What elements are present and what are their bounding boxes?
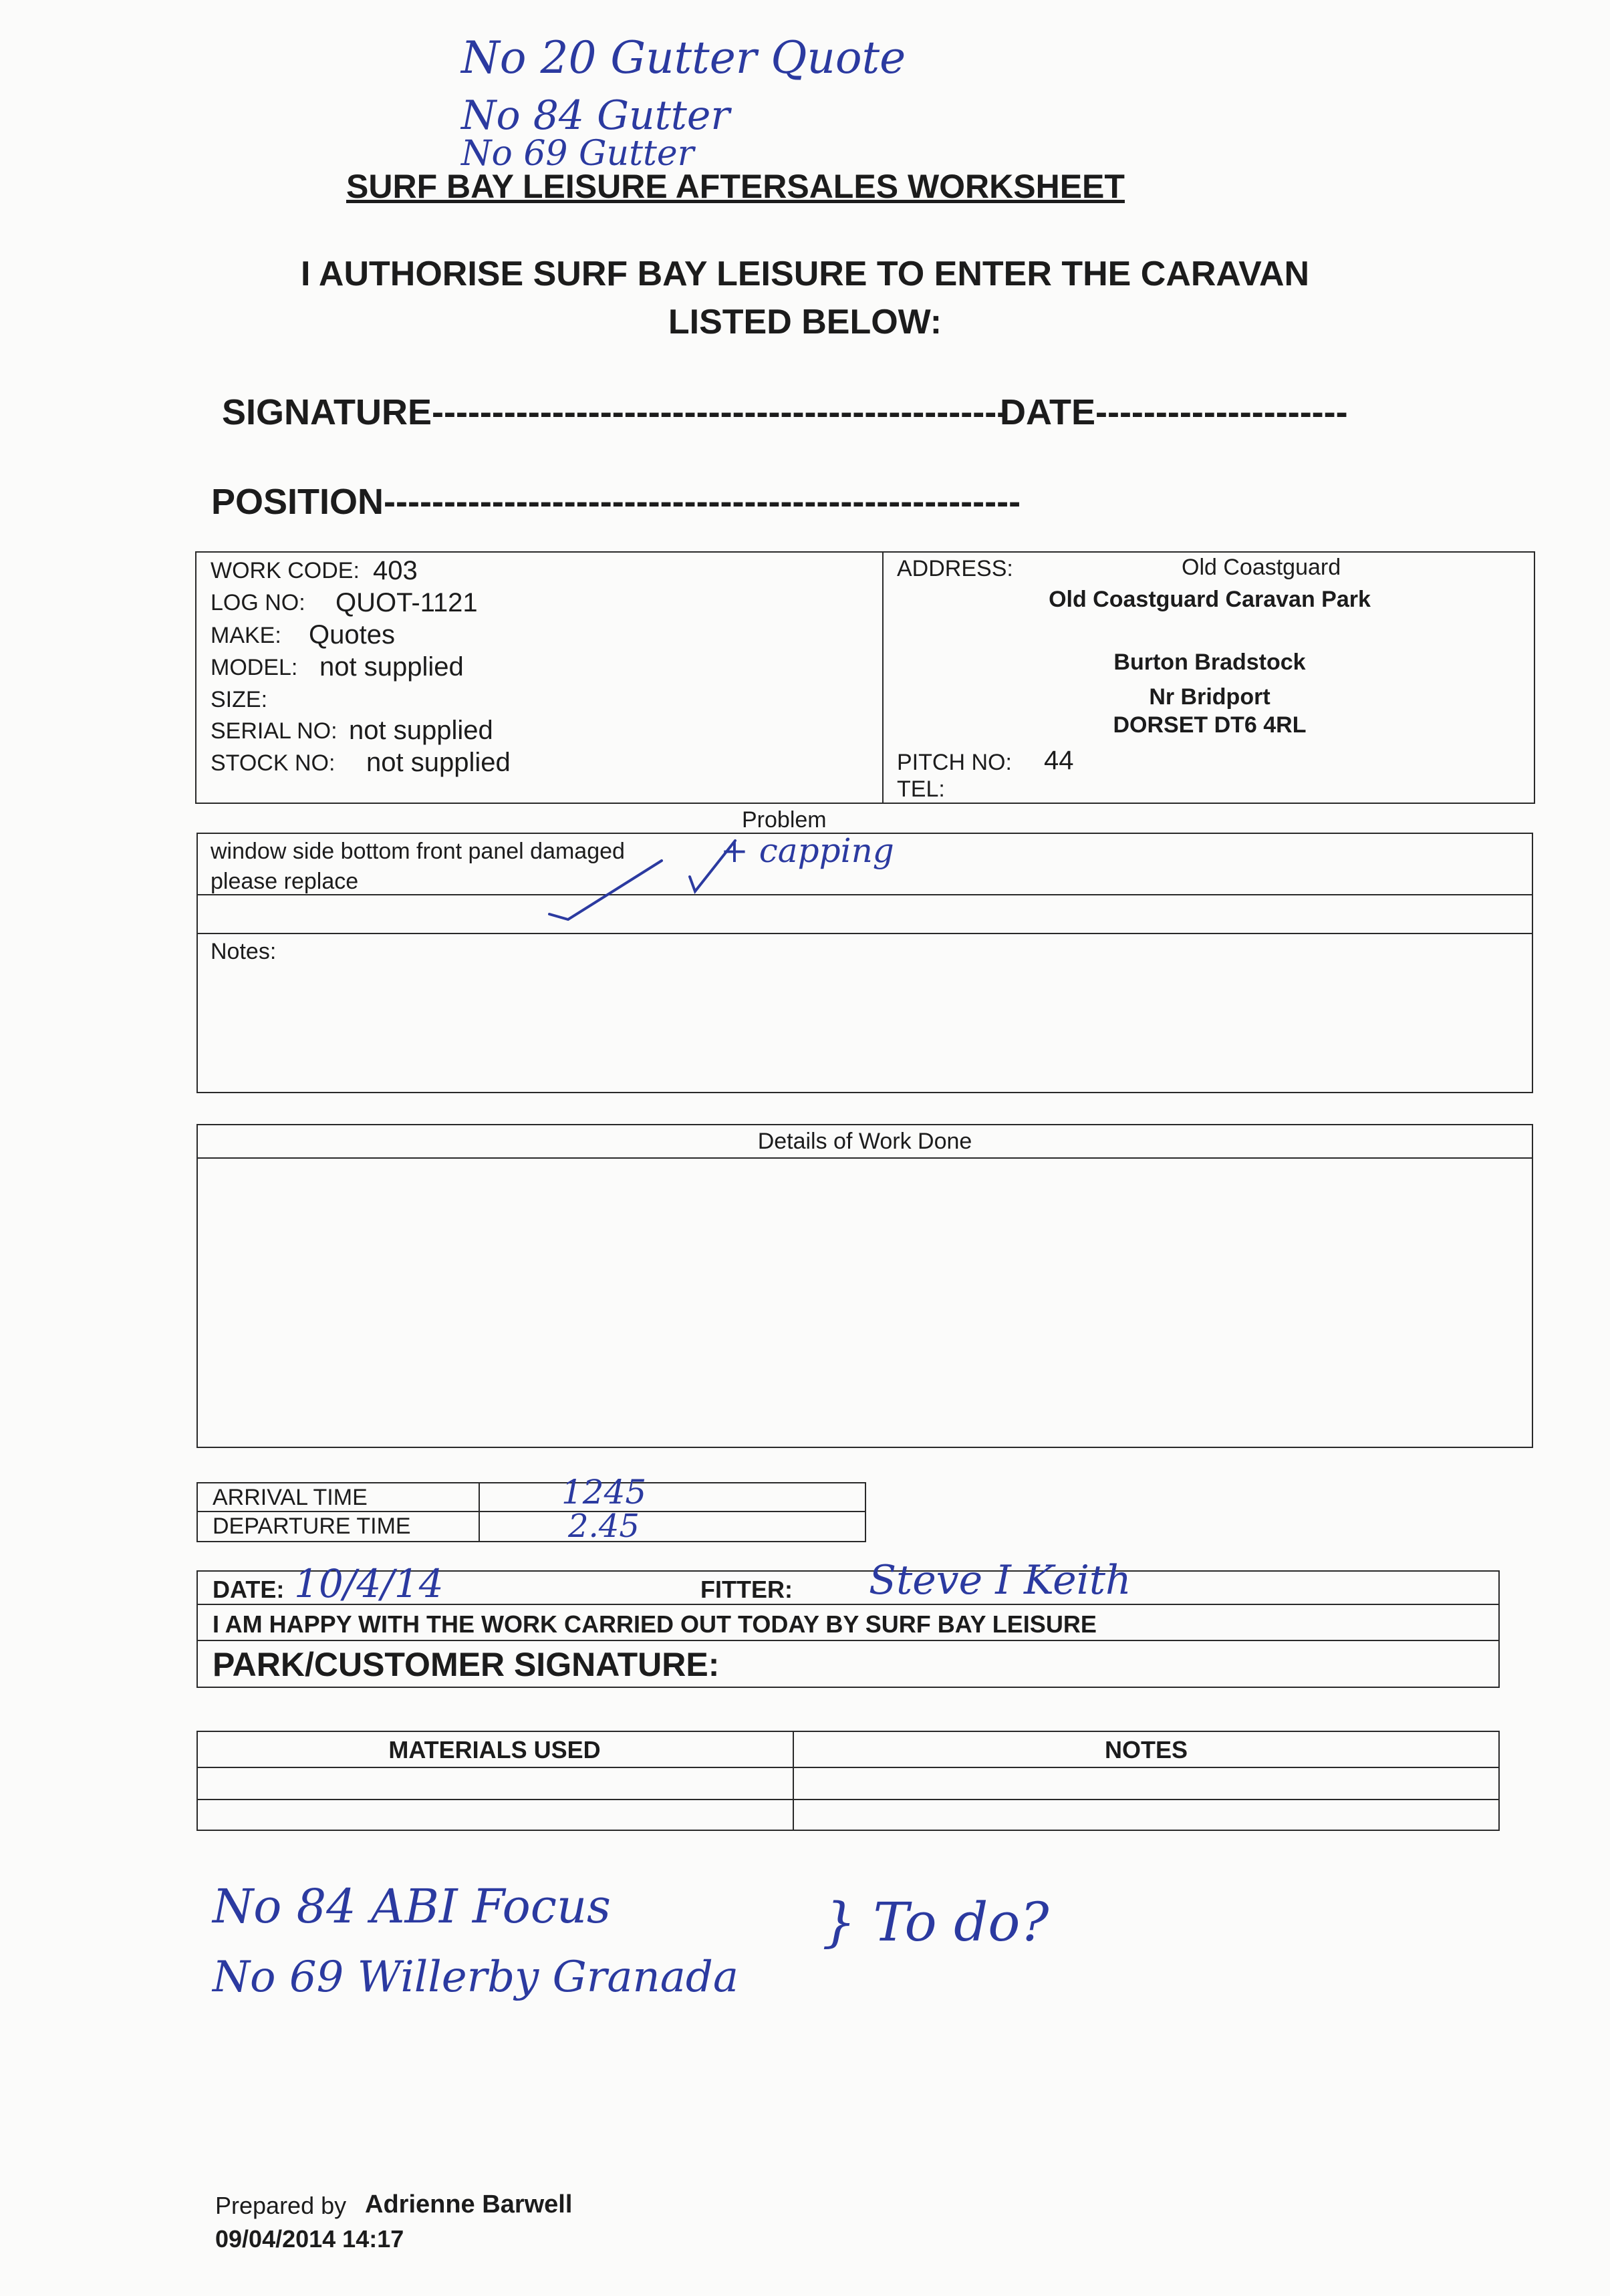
handwritten-bottom-line-1: No 84 ABI Focus [213,1879,611,1934]
make-label: MAKE: [211,623,281,648]
handwritten-note-1: No 20 Gutter Quote [461,32,906,84]
size-label: SIZE: [211,687,268,712]
happy-statement: I AM HAPPY WITH THE WORK CARRIED OUT TODAY BY SURF BAY LEISURE [213,1610,1097,1638]
arrival-time-label: ARRIVAL TIME [213,1485,368,1510]
arrival-time-value: 1245 [561,1473,647,1512]
fitter-label: FITTER: [700,1576,793,1603]
work-done-box [196,1124,1533,1448]
serial-value: not supplied [349,716,493,745]
problem-handwritten-note: + capping [720,831,894,870]
address-line-2: Burton Bradstock [1113,650,1306,675]
address-line-1: Old Coastguard Caravan Park [1049,587,1371,612]
fitter-signature: Steve I Keith [869,1557,1131,1604]
address-line-3: Nr Bridport [1149,684,1270,710]
address-line-4: DORSET DT6 4RL [1113,712,1307,738]
authorise-line-2: LISTED BELOW: [668,303,942,341]
problem-box [196,833,1533,1093]
signature-line: SIGNATURE------------------------------------------------ [222,392,1009,432]
pitch-value: 44 [1044,746,1074,775]
problem-line-2: please replace [211,869,359,894]
signoff-date-label: DATE: [213,1576,285,1603]
materials-used-header: MATERIALS USED [388,1736,601,1763]
handwritten-note-3: No 69 Gutter [461,134,694,174]
address-label: ADDRESS: [897,556,1013,581]
departure-time-value: 2.45 [568,1508,640,1545]
date-line: DATE--------------------- [1000,392,1348,432]
problem-line-1: window side bottom front panel damaged [211,839,625,864]
prepared-date: 09/04/2014 14:17 [215,2225,404,2253]
work-done-heading: Details of Work Done [757,1129,972,1154]
prepared-by-label: Prepared by [215,2192,347,2219]
make-value: Quotes [309,620,395,650]
materials-notes-header: NOTES [1104,1736,1188,1763]
problem-heading: Problem [742,807,827,833]
handwritten-todo: } To do? [822,1891,1049,1953]
position-line: POSITION----------------------------------------------------- [211,482,1021,522]
log-no-value: QUOT-1121 [336,588,478,617]
tel-label: TEL: [897,776,945,802]
handwritten-bottom-line-2: No 69 Willerby Granada [213,1953,739,2002]
page-title: SURF BAY LEISURE AFTERSALES WORKSHEET [346,168,1125,205]
stock-label: STOCK NO: [211,750,336,776]
serial-label: SERIAL NO: [211,718,338,744]
model-value: not supplied [319,652,464,682]
stock-value: not supplied [366,748,511,777]
log-no-label: LOG NO: [211,590,305,615]
address-line-0: Old Coastguard [1182,555,1341,580]
signoff-date-value: 10/4/14 [294,1561,444,1606]
handwritten-note-2: No 84 Gutter [461,92,730,139]
work-code-value: 403 [373,556,418,585]
prepared-by-name: Adrienne Barwell [365,2190,573,2218]
model-label: MODEL: [211,655,298,680]
customer-signature-label: PARK/CUSTOMER SIGNATURE: [213,1646,720,1683]
authorise-line-1: I AUTHORISE SURF BAY LEISURE TO ENTER THE CARAVAN [300,255,1310,293]
work-code-label: WORK CODE: [211,558,360,583]
tick-marks [535,829,749,929]
notes-label: Notes: [211,939,277,964]
departure-time-label: DEPARTURE TIME [213,1514,411,1539]
pitch-label: PITCH NO: [897,750,1012,775]
